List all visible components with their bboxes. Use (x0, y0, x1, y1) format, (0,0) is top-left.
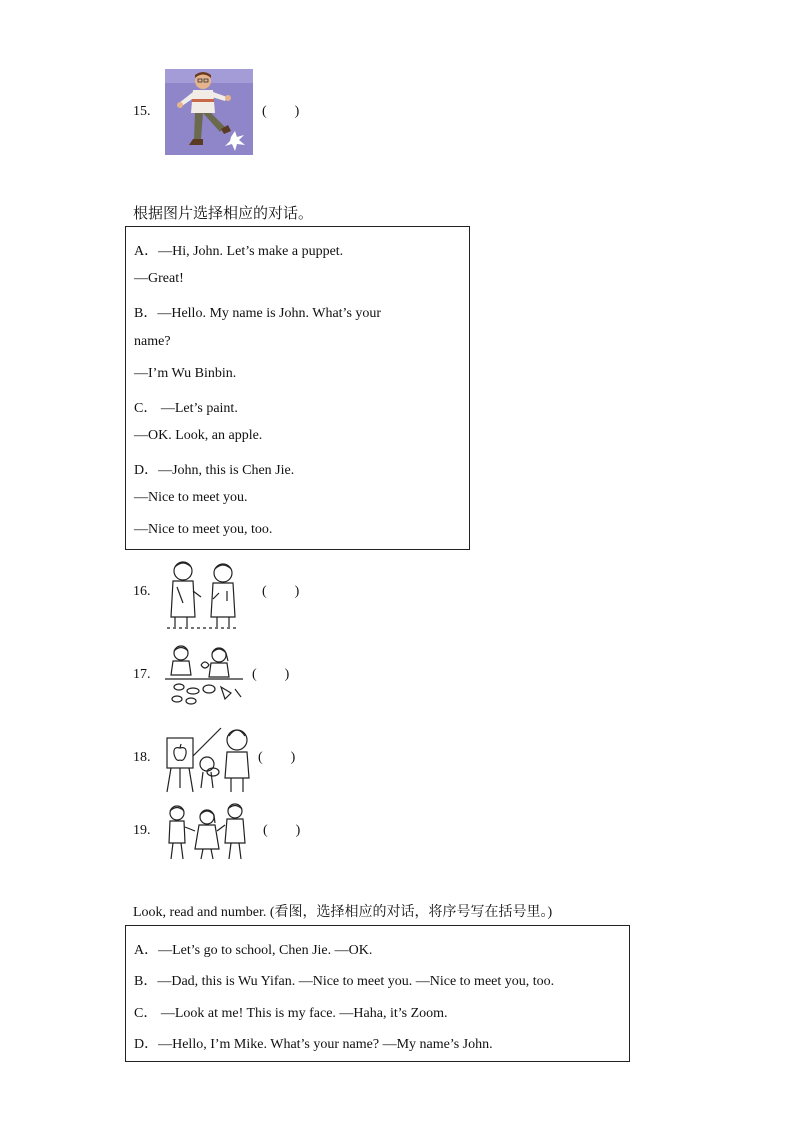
option-line: C． —Look at me! This is my face. —Haha, it’s Zoom. (134, 1006, 448, 1021)
making-puppet-picture (165, 643, 243, 709)
option-line: —Nice to meet you. (134, 490, 248, 505)
boy-kicking-picture (165, 69, 253, 155)
painting-apple-picture (165, 722, 251, 794)
option-line: A．—Hi, John. Let’s make a puppet. (134, 244, 344, 259)
option-line: D．—Hello, I’m Mike. What’s your name? —My name’s John. (134, 1037, 493, 1052)
option-line: B．—Hello. My name is John. What’s your (134, 306, 382, 321)
answer-blank[interactable]: ( ) (263, 823, 301, 838)
answer-blank[interactable]: ( ) (262, 584, 300, 599)
section-instruction: 根据图片选择相应的对话。 (133, 204, 314, 222)
option-line: D．—John, this is Chen Jie. (134, 463, 295, 478)
answer-blank[interactable]: ( ) (252, 667, 290, 682)
answer-blank[interactable]: ( ) (258, 750, 296, 765)
answer-blank[interactable]: ( ) (262, 104, 300, 119)
three-children-introduction-picture (165, 803, 247, 861)
option-line: C． —Let’s paint. (134, 401, 238, 416)
options-box (125, 226, 470, 550)
two-boys-greeting-picture (165, 557, 241, 629)
question-number: 16. (133, 584, 151, 599)
question-number: 18. (133, 750, 151, 765)
options-box (125, 925, 630, 1062)
option-line: name? (134, 334, 171, 349)
option-line: —Nice to meet you, too. (134, 522, 273, 537)
option-line: B．—Dad, this is Wu Yifan. —Nice to meet you. —Nice to meet you, too. (134, 974, 555, 989)
option-line: —OK. Look, an apple. (134, 428, 263, 443)
question-number: 15. (133, 104, 151, 119)
section-instruction: Look, read and number. (看图，选择相应的对话，将序号写在括号里。) (133, 905, 553, 920)
question-number: 17. (133, 667, 151, 682)
option-line: A．—Let’s go to school, Chen Jie. —OK. (134, 943, 373, 958)
option-line: —Great! (134, 271, 184, 286)
question-number: 19. (133, 823, 151, 838)
option-line: —I’m Wu Binbin. (134, 366, 237, 381)
